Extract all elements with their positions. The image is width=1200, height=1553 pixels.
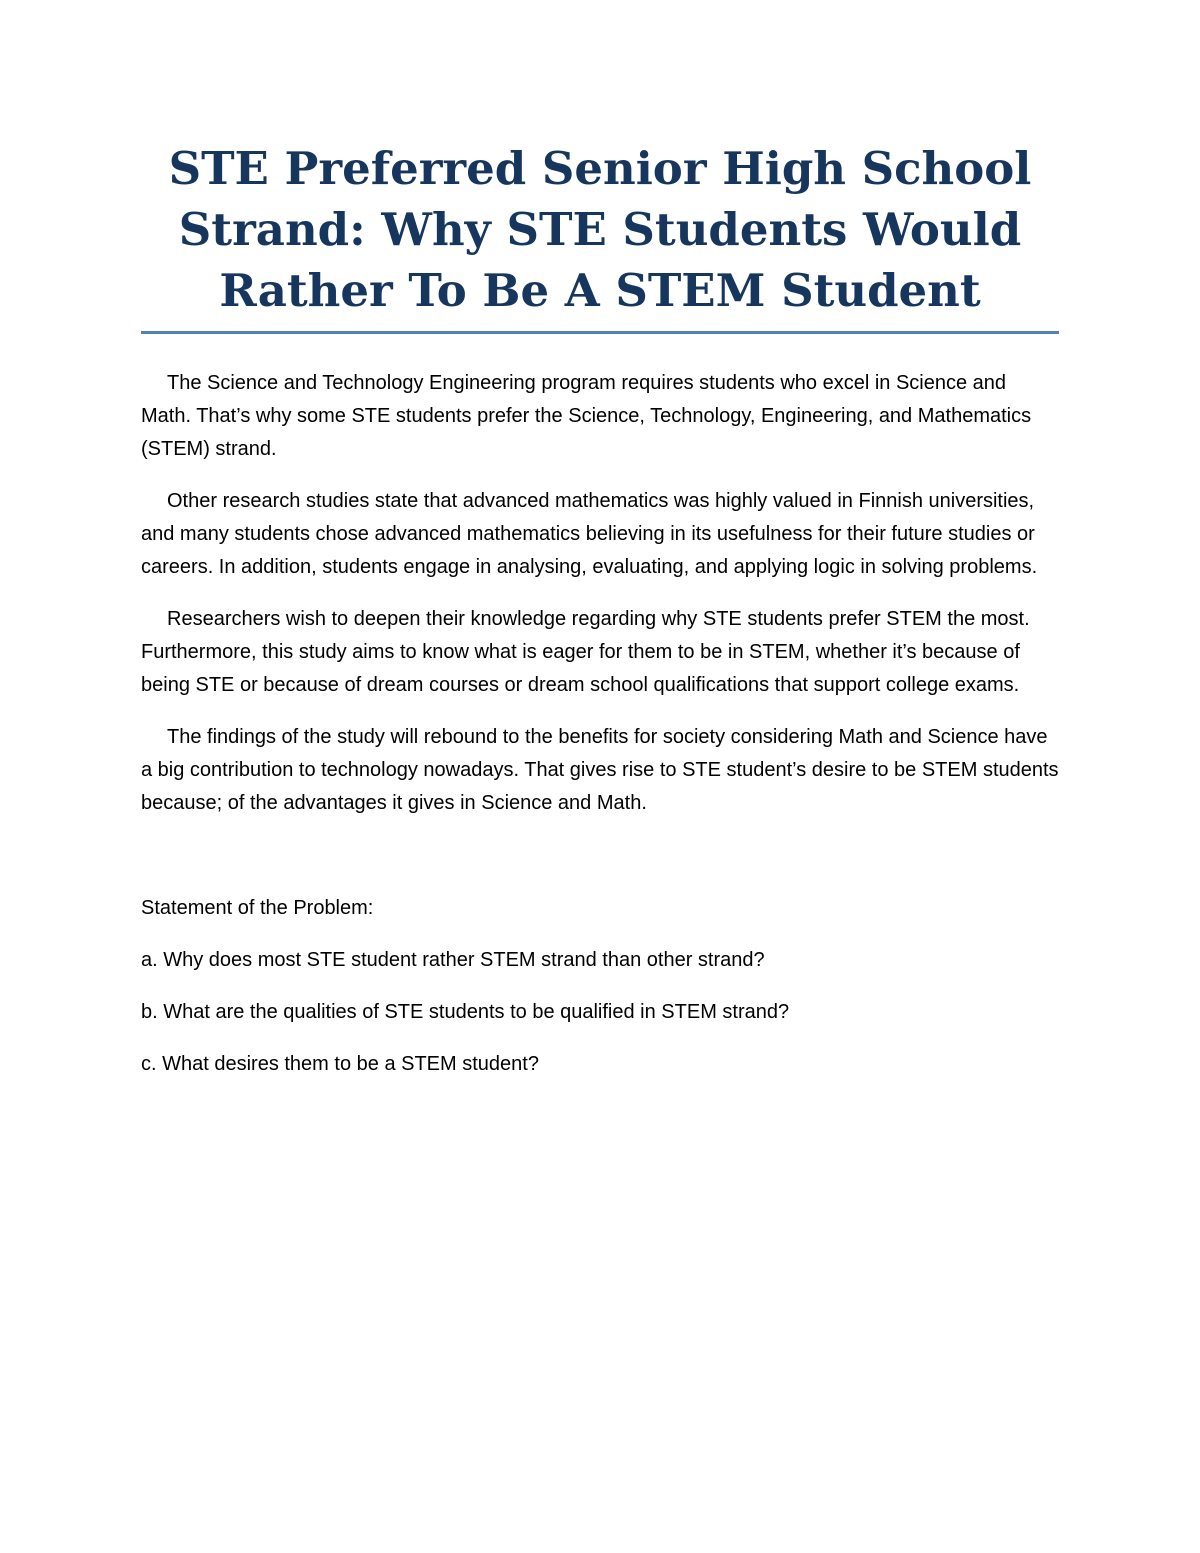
blank-line [141,839,1059,892]
body-paragraph: Researchers wish to deepen their knowledge regarding why STE students prefer STEM the most. Furthermore, this study aims to know what is eager for them to be in STEM, whether it’s because of being STE or because of dream courses or dream school qualifications that support college exams. [141,608,1030,696]
body-paragraph: The Science and Technology Engineering program requires students who excel in Science and Math. That’s why some STE students prefer the Science, Technology, Engineering, and Mathematics (STEM) strand. [141,372,1032,460]
document-body [141,367,1059,1081]
title-underline-divider [141,331,1059,334]
document-page [141,138,1059,1100]
body-paragraph: The findings of the study will rebound to the benefits for society considering Math and Science have a big contribution to technology nowadays. That gives rise to STE student’s desire to be STEM students because; of the advantages it gives in Science and Math. [141,726,1059,814]
document-title: STE Preferred Senior High School Strand: Why STE Students Would Rather To Be A STEM Student [168,142,1032,317]
problem-item: c. What desires them to be a STEM student? [141,1053,539,1075]
body-paragraph: Other research studies state that advanced mathematics was highly valued in Finnish universities, and many students chose advanced mathematics believing in its usefulness for their future studies or careers. In addition, students engage in analysing, evaluating, and applying logic in solving problems. [141,490,1038,578]
problem-item: a. Why does most STE student rather STEM strand than other strand? [141,949,765,971]
problem-statement-heading: Statement of the Problem: [141,897,374,919]
problem-item: b. What are the qualities of STE students to be qualified in STEM strand? [141,1001,790,1023]
